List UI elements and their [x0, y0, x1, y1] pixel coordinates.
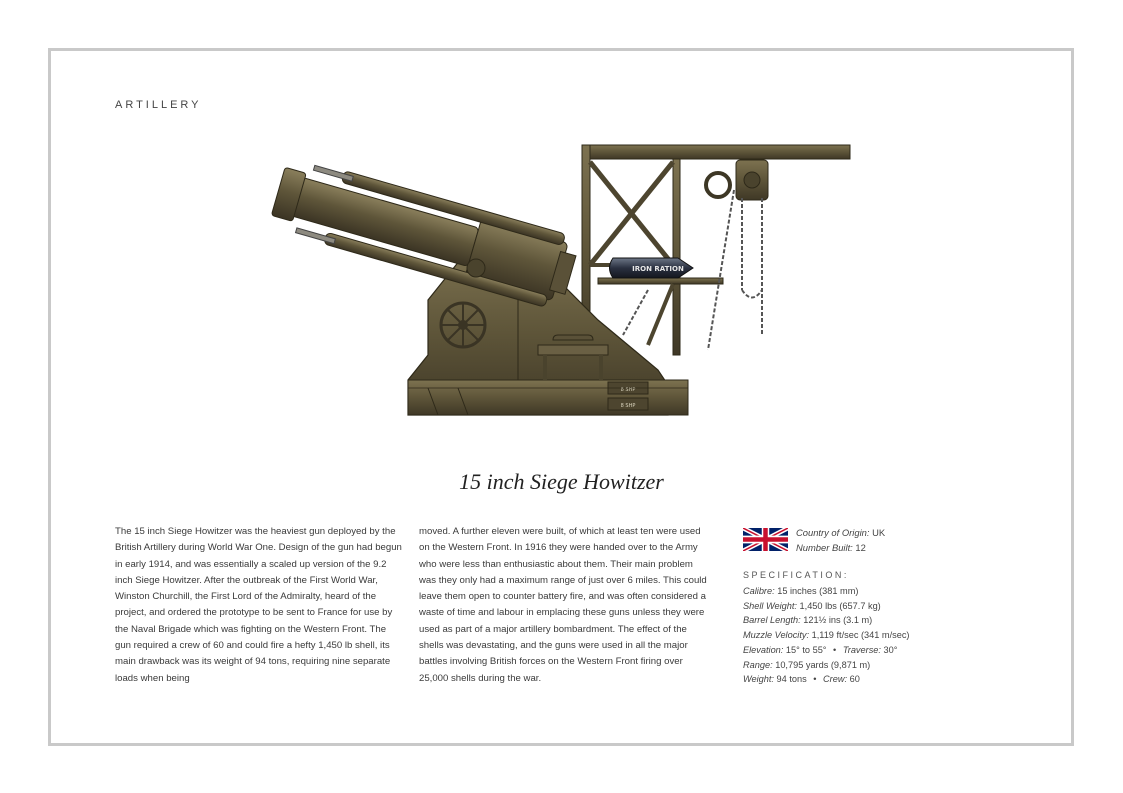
spec-calibre-value: 15 inches (381 mm) [777, 586, 859, 596]
spec-barrel-value: 121½ ins (3.1 m) [803, 615, 873, 626]
spec-elevation-value: 15° to 55° [785, 644, 827, 655]
plate-label-top: 8 SHP [620, 387, 636, 393]
spec-range-value: 10,795 yards (9,871 m) [775, 659, 871, 670]
elevation-handwheel [441, 303, 485, 347]
description-column-1: The 15 inch Siege Howitzer was the heaviest gun deployed by the British Artillery during World War One. Design of the gun had begun in early 1914, and was essentially a scaled up version of the 9.2 inch Siege Howitzer. After the outbreak of the First World War, Winston Churchill, the First Lord of the Admiralty, heard of the project, and ordered the prototype to be sent to France for use by the Naval Brigade which was fighting on the Western Front. The gun required a crew of 60 and could fire a hefty 1,450 lb shell, its main drawback was its weight of 94 tons, requiring nine separate loads when being [115, 526, 402, 684]
spec-barrel-label: Barrel Length: [743, 615, 801, 626]
spec-traverse-value: 30° [883, 644, 898, 655]
origin-info [796, 525, 885, 555]
description-column-2: moved. A further eleven were built, of which at least ten were used on the Western Front. In 1916 they were handed over to the Army who were less than enthusiastic about them. Their main problem was they only had a maximum range of just over 6 miles. This could leave them open to counter battery fire, and was often considered a waste of time and labour in emplacing these guns unless they were used as part of a major artillery bombardment. The effect of the shells was devastating, and the guns were used in all the major battles involving British forces on the Western Front firing over 25,000 shells during the war. [419, 526, 707, 684]
country-value: UK [872, 527, 886, 538]
howitzer-illustration [268, 140, 868, 420]
spec-shell-label: Shell Weight: [743, 600, 797, 611]
spec-weight-crew [743, 672, 909, 687]
built-value: 12 [855, 542, 866, 553]
page-title: 15 inch Siege Howitzer [459, 469, 664, 494]
spec-traverse-label: Traverse: [842, 644, 881, 655]
country-label: Country of Origin: [796, 527, 870, 538]
specification-list [743, 584, 909, 687]
country-row [796, 525, 885, 540]
barrel [268, 155, 581, 312]
spec-elevation-traverse [743, 643, 909, 658]
spec-velocity-value: 1,119 ft/sec (341 m/sec) [811, 630, 910, 641]
spec-velocity-label: Muzzle Velocity: [743, 630, 810, 641]
pulley-block [623, 160, 768, 350]
spec-muzzle-velocity [743, 628, 909, 643]
spec-shell-value: 1,450 lbs (657.7 kg) [799, 600, 881, 611]
spec-weight-label: Weight: [743, 674, 774, 685]
crane-gantry [582, 145, 850, 355]
shell [610, 258, 694, 278]
trunnion [467, 259, 485, 277]
uk-flag-icon [743, 528, 788, 551]
spec-shell-weight [743, 599, 909, 614]
spec-weight-value: 94 tons [776, 674, 807, 685]
spec-range [743, 658, 909, 673]
spec-calibre [743, 584, 909, 599]
built-row [796, 540, 885, 555]
spec-crew-label: Crew: [823, 674, 848, 685]
category-label: ARTILLERY [115, 99, 202, 111]
spec-elevation-label: Elevation: [743, 644, 784, 655]
plate-label-bottom: 8 SHP [620, 403, 636, 409]
spec-crew-value: 60 [849, 674, 860, 685]
spec-barrel-length [743, 613, 909, 628]
built-label: Number Built: [796, 542, 853, 553]
specification-heading: SPECIFICATION: [743, 570, 849, 580]
shell-label: IRON RATION [632, 265, 684, 273]
spec-range-label: Range: [743, 659, 773, 670]
separator-dot: • [813, 674, 817, 685]
separator-dot: • [833, 644, 837, 655]
spec-calibre-label: Calibre: [743, 586, 775, 596]
